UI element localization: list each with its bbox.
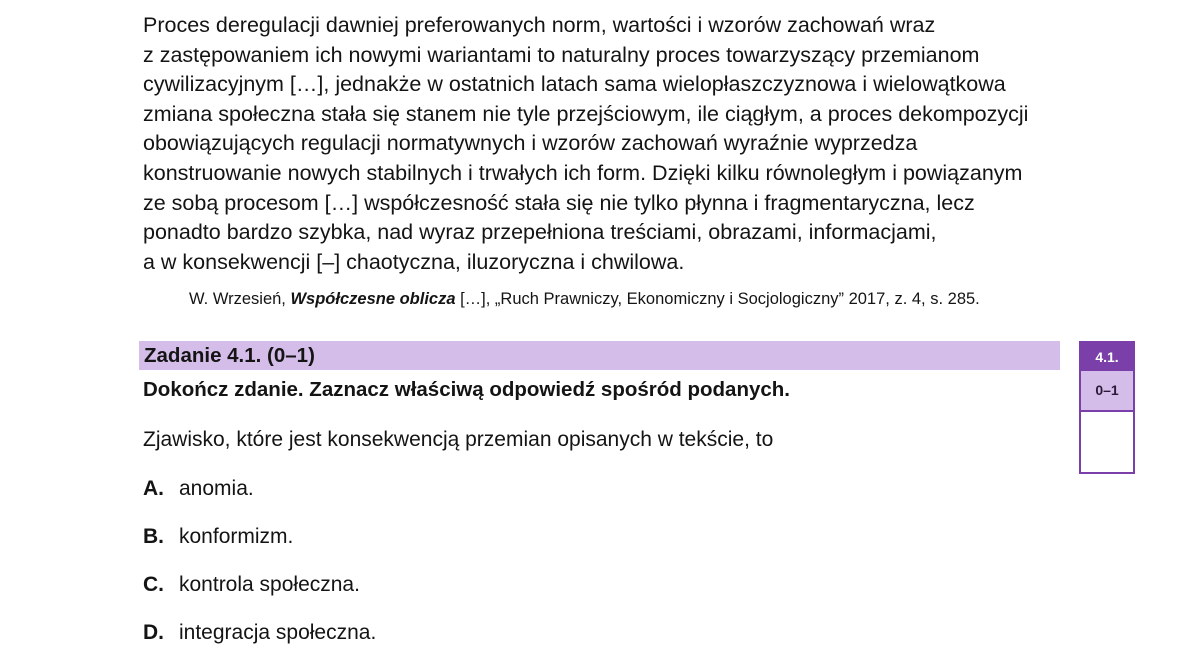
option-letter: A. xyxy=(143,477,164,500)
passage-line: a w konsekwencji [–] chaotyczna, iluzoryczna i chwilowa. xyxy=(143,249,685,274)
answer-option-c[interactable] xyxy=(143,572,376,620)
passage-line: cywilizacyjnym […], jednakże w ostatnich latach sama wielopłaszczyznowa i wielowątkowa xyxy=(143,72,1006,97)
option-text: anomia. xyxy=(179,477,254,500)
score-entry-field xyxy=(1081,412,1133,472)
score-points-range: 0–1 xyxy=(1081,371,1133,412)
answer-option-a[interactable] xyxy=(143,476,376,524)
option-text: integracja społeczna. xyxy=(179,621,377,644)
passage-line: obowiązujących regulacji normatywnych i wzorów zachowań wyraźnie wyprzedza xyxy=(143,131,918,156)
question-stem: Zjawisko, które jest konsekwencją przemian opisanych w tekście, to xyxy=(143,428,774,451)
option-letter: C. xyxy=(143,573,164,596)
passage-line: Proces deregulacji dawniej preferowanych norm, wartości i wzorów zachowań wraz xyxy=(143,13,936,37)
passage-line: konstruowanie nowych stabilnych i trwałych ich form. Dzięki kilku równoległym i powiązanym xyxy=(143,160,1023,185)
passage-line: ze sobą procesom […] współczesność stała się nie tylko płynna i fragmentaryczna, lecz xyxy=(143,190,975,215)
task-header: Zadanie 4.1. (0–1) xyxy=(139,341,1060,370)
option-text: konformizm. xyxy=(179,525,294,548)
answer-option-b[interactable] xyxy=(143,524,376,572)
passage-line: z zastępowaniem ich nowymi wariantami to naturalny proces towarzyszący przemianom xyxy=(143,42,980,67)
task-instruction: Dokończ zdanie. Zaznacz właściwą odpowiedź spośród podanych. xyxy=(143,378,791,401)
score-box xyxy=(1079,341,1135,474)
score-task-number: 4.1. xyxy=(1081,343,1133,371)
option-letter: B. xyxy=(143,525,164,548)
passage-line: ponadto bardzo szybka, nad wyraz przepełniona treściami, obrazami, informacjami, xyxy=(143,220,937,245)
option-text: kontrola społeczna. xyxy=(179,573,360,596)
citation-title: Współczesne oblicza xyxy=(290,290,456,308)
source-citation xyxy=(189,288,980,310)
citation-author: W. Wrzesień, xyxy=(189,290,291,308)
option-letter: D. xyxy=(143,621,164,644)
citation-details: […], „Ruch Prawniczy, Ekonomiczny i Socjologiczny” 2017, z. 4, s. 285. xyxy=(455,290,980,308)
answer-options xyxy=(143,476,376,668)
passage-line: zmiana społeczna stała się stanem nie tyle przejściowym, ile ciągłym, a proces dekompozycji xyxy=(143,101,1029,126)
answer-option-d[interactable] xyxy=(143,620,376,668)
source-passage xyxy=(143,11,1073,277)
